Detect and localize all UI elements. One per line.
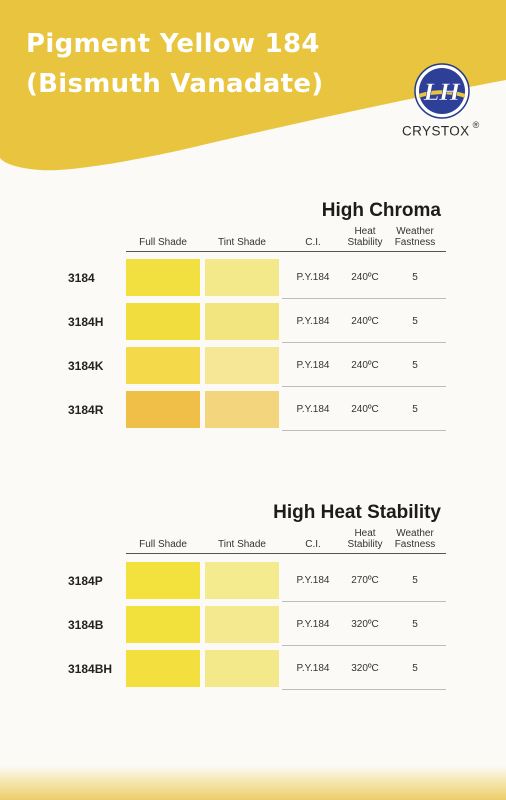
- col-weather-fastness: [390, 528, 440, 550]
- col-ci: C.I.: [305, 237, 321, 248]
- row-divider: [282, 298, 446, 299]
- row-divider: [282, 430, 446, 431]
- ci-value: P.Y.184: [296, 619, 330, 630]
- weather-fastness-value: 5: [412, 404, 418, 415]
- tint-shade-swatch: [205, 259, 279, 296]
- table-row: [0, 606, 506, 646]
- full-shade-swatch: [126, 650, 200, 687]
- full-shade-swatch: [126, 259, 200, 296]
- weather-fastness-value: 5: [412, 316, 418, 327]
- tint-shade-swatch: [205, 562, 279, 599]
- col-weather-fastness: [390, 226, 440, 248]
- ci-value: P.Y.184: [296, 404, 330, 415]
- brand-text: CRYSTOX: [402, 123, 470, 139]
- product-code: 3184H: [68, 315, 104, 329]
- ci-value: P.Y.184: [296, 663, 330, 674]
- table-row: [0, 347, 506, 387]
- col-full-shade: Full Shade: [139, 539, 187, 550]
- tint-shade-swatch: [205, 391, 279, 428]
- header-rule: [126, 553, 446, 554]
- col-heat-line2: Stability: [347, 237, 383, 248]
- product-code: 3184BH: [68, 662, 113, 676]
- product-code: 3184R: [68, 403, 104, 417]
- weather-fastness-value: 5: [412, 575, 418, 586]
- col-weather-line2: Fastness: [394, 539, 436, 550]
- full-shade-swatch: [126, 606, 200, 643]
- heat-stability-value: 240ºC: [351, 272, 379, 283]
- weather-fastness-value: 5: [412, 663, 418, 674]
- full-shade-swatch: [126, 303, 200, 340]
- col-tint-shade: Tint Shade: [218, 539, 266, 550]
- svg-text:LH: LH: [423, 80, 461, 106]
- product-code: 3184: [68, 271, 95, 285]
- col-heat-stability: [340, 226, 390, 248]
- col-heat-line2: Stability: [347, 539, 383, 550]
- full-shade-swatch: [126, 347, 200, 384]
- product-code: 3184P: [68, 574, 103, 588]
- page-title: [26, 24, 323, 104]
- product-code: 3184K: [68, 359, 104, 373]
- ci-value: P.Y.184: [296, 316, 330, 327]
- ci-value: P.Y.184: [296, 360, 330, 371]
- header-rule: [126, 251, 446, 252]
- full-shade-swatch: [126, 562, 200, 599]
- col-heat-line1: Heat: [354, 226, 376, 237]
- full-shade-swatch: [126, 391, 200, 428]
- row-divider: [282, 689, 446, 690]
- ci-value: P.Y.184: [296, 575, 330, 586]
- tint-shade-swatch: [205, 650, 279, 687]
- section-title: High Heat Stability: [273, 502, 441, 523]
- col-tint-shade: Tint Shade: [218, 237, 266, 248]
- tint-shade-swatch: [205, 606, 279, 643]
- title-line-2: (Bismuth Vanadate): [26, 69, 324, 99]
- section-title: High Chroma: [321, 200, 441, 221]
- col-ci: C.I.: [305, 539, 321, 550]
- heat-stability-value: 320ºC: [351, 619, 379, 630]
- col-weather-line2: Fastness: [394, 237, 436, 248]
- brand-logo: [413, 62, 471, 120]
- heat-stability-value: 270ºC: [351, 575, 379, 586]
- product-code: 3184B: [68, 618, 104, 632]
- row-divider: [282, 645, 446, 646]
- table-row: [0, 303, 506, 343]
- brand-name: [402, 122, 480, 139]
- tint-shade-swatch: [205, 303, 279, 340]
- registered-mark: ®: [472, 120, 480, 130]
- table-row: [0, 391, 506, 431]
- row-divider: [282, 386, 446, 387]
- row-divider: [282, 601, 446, 602]
- heat-stability-value: 240ºC: [351, 360, 379, 371]
- col-heat-line1: Heat: [354, 528, 376, 539]
- footer-gradient: [0, 766, 506, 800]
- col-heat-stability: [340, 528, 390, 550]
- table-row: [0, 562, 506, 602]
- ci-value: P.Y.184: [296, 272, 330, 283]
- weather-fastness-value: 5: [412, 619, 418, 630]
- table-row: [0, 650, 506, 690]
- col-weather-line1: Weather: [396, 528, 434, 539]
- heat-stability-value: 320ºC: [351, 663, 379, 674]
- row-divider: [282, 342, 446, 343]
- heat-stability-value: 240ºC: [351, 404, 379, 415]
- weather-fastness-value: 5: [412, 272, 418, 283]
- heat-stability-value: 240ºC: [351, 316, 379, 327]
- title-line-1: Pigment Yellow 184: [26, 29, 320, 59]
- col-full-shade: Full Shade: [139, 237, 187, 248]
- weather-fastness-value: 5: [412, 360, 418, 371]
- col-weather-line1: Weather: [396, 226, 434, 237]
- table-row: [0, 259, 506, 299]
- tint-shade-swatch: [205, 347, 279, 384]
